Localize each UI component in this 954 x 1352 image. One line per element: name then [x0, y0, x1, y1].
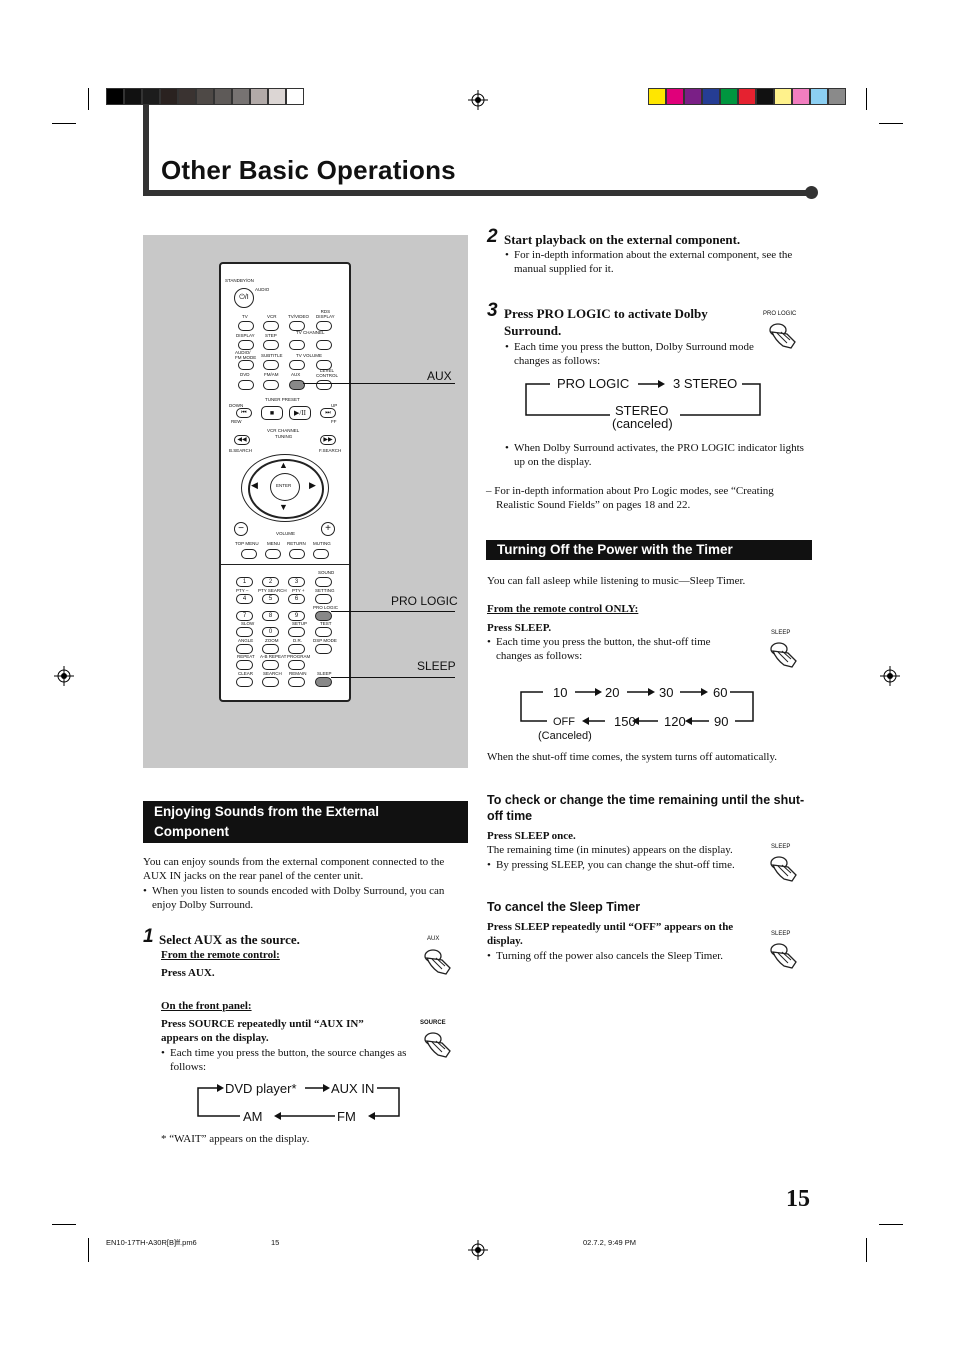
rewind-button: ◀◀: [234, 435, 250, 445]
press-sleep-text: Press SLEEP.: [487, 622, 552, 634]
color-calibration-bar-right: [648, 88, 846, 105]
intro-text: You can enjoy sounds from the external component connected to the AUX IN jacks on the rear panel of the center unit.: [143, 856, 445, 882]
number-5-button: 5: [262, 594, 279, 604]
remote-label: B.SEARCH: [229, 448, 253, 453]
remote-label: STEP: [265, 333, 277, 338]
section-title: Turning Off the Power with the Timer: [497, 542, 733, 557]
step3-bullet2: • When Dolby Surround activates, the PRO LOGIC indicator lights up on the display.: [505, 442, 804, 468]
color-swatch: [666, 88, 684, 105]
source-bullet: • Each time you press the button, the source changes as follows:: [161, 1046, 421, 1074]
color-swatch: [214, 88, 232, 105]
title-frame: [143, 104, 149, 196]
remote-label: LEVEL CONTROL: [316, 368, 339, 378]
number-2-button: 2: [262, 577, 279, 587]
remote-label: TOP MENU: [235, 541, 259, 546]
color-swatch: [738, 88, 756, 105]
color-swatch: [286, 88, 304, 105]
remote-label: REW: [231, 419, 242, 424]
callout-sleep: SLEEP: [417, 659, 456, 673]
step3-bullet: • Each time you press the button, Dolby Surround mode changes as follows:: [505, 341, 754, 367]
remote-label: MENU: [267, 541, 281, 546]
angle-button: [236, 644, 253, 654]
flow-off: OFF: [553, 716, 575, 728]
remote-label: SLOW: [241, 621, 255, 626]
intro-bullet: • When you listen to sounds encoded with Dolby Surround, you can enjoy Dolby Surround.: [143, 884, 468, 912]
source-bullet-text: Each time you press the button, the source changes as follows:: [170, 1047, 407, 1073]
muting-button: [313, 549, 329, 559]
remote-divider: [221, 564, 349, 565]
subtitle-button: [263, 360, 279, 370]
flow-30: 30: [659, 685, 674, 700]
volume-minus-button: −: [234, 522, 248, 536]
flow-dvd-player: DVD player*: [225, 1081, 297, 1096]
tv-channel-plus-button: [316, 340, 332, 350]
flow-stereo: STEREO: [615, 403, 669, 418]
press-source-text: Press SOURCE repeatedly until “AUX IN” appears on the display.: [161, 1018, 364, 1044]
setup-button: [288, 627, 305, 637]
pro-logic-button: [315, 611, 332, 621]
flow-20: 20: [605, 685, 620, 700]
from-remote-only-label: From the remote control ONLY:: [487, 603, 639, 615]
search-button: [262, 677, 279, 687]
step3-note: – For in-depth information about Pro Logic modes, see “Creating Realistic Sound Fields” on pages 18 and 22.: [486, 485, 774, 511]
step2-bullet: • For in-depth information about the external component, see the manual supplied for it.: [505, 248, 805, 276]
vcr-button: [263, 321, 279, 331]
flow-60: 60: [713, 685, 728, 700]
step-number: 3: [487, 300, 498, 321]
remain-button: [288, 677, 305, 687]
remote-label: SETUP: [292, 621, 308, 626]
sleep-button: [315, 677, 332, 687]
sleep-bullet-text: Each time you press the button, the shut-off time changes as follows:: [496, 636, 711, 662]
dsp-mode-button: [315, 644, 332, 654]
remote-label: REPEAT: [237, 654, 255, 659]
registration-mark-icon: [468, 90, 488, 110]
crop-mark: [88, 1238, 89, 1262]
color-swatch: [124, 88, 142, 105]
menu-button: [265, 549, 281, 559]
cancel-bullet-text: Turning off the power also cancels the Sleep Timer.: [496, 950, 724, 962]
remote-label: TV: [242, 314, 248, 319]
sleep-icon-label: SLEEP: [771, 931, 791, 937]
aux-button: [289, 380, 305, 390]
remote-label: TEST: [320, 621, 332, 626]
sound-button: [315, 577, 332, 587]
audio-fm-mode-button: [238, 360, 254, 370]
sleep-bullet: • Each time you press the button, the shut-off time changes as follows:: [487, 635, 737, 663]
check-text: The remaining time (in minutes) appears on the display.: [487, 844, 733, 856]
tv-channel-minus-button: [289, 340, 305, 350]
color-swatch: [810, 88, 828, 105]
remote-label: DVD: [240, 372, 250, 377]
callout-line-prologic: [331, 611, 455, 612]
remote-label: A-B REPEAT: [260, 654, 287, 659]
page-title: Other Basic Operations: [161, 155, 456, 185]
remote-label: VCR: [267, 314, 277, 319]
press-aux-text: Press AUX.: [161, 967, 215, 979]
flow-pro-logic: PRO LOGIC: [557, 376, 630, 391]
color-swatch: [196, 88, 214, 105]
remote-label: VCR CHANNEL: [267, 428, 300, 433]
remote-label: PTY –: [236, 588, 249, 593]
ab-repeat-button: [262, 660, 279, 670]
remote-label: SLEEP: [317, 671, 332, 676]
remote-label: F.SEARCH: [319, 448, 342, 453]
step3-bullet-text: Each time you press the button, Dolby Surround mode changes as follows:: [514, 341, 754, 367]
test-button: [315, 627, 332, 637]
remote-control-illustration: [219, 262, 351, 702]
color-swatch: [648, 88, 666, 105]
remote-label: MUTING: [313, 541, 331, 546]
remote-label: FM/AM: [264, 372, 279, 377]
remote-label: AUDIO: [255, 287, 270, 292]
footer-page: 15: [271, 1238, 280, 1247]
color-swatch: [828, 88, 846, 105]
section-title: Enjoying Sounds from the External Component: [154, 804, 380, 839]
remote-label: TV VOLUME: [296, 353, 323, 358]
zoom-button: [262, 644, 279, 654]
crop-mark: [879, 123, 903, 124]
hand-press-icon: [766, 851, 800, 885]
cancel-title: To cancel the Sleep Timer: [487, 900, 641, 914]
return-button: [289, 549, 305, 559]
remote-label: REMAIN: [289, 671, 307, 676]
step3-title: Press PRO LOGIC to activate Dolby Surround.: [504, 306, 708, 338]
number-1-button: 1: [236, 577, 253, 587]
skip-forward-button: ⏭: [320, 408, 336, 418]
crop-mark: [879, 1224, 903, 1225]
remote-label: RDS DISPLAY: [316, 309, 335, 319]
remote-label: TUNER PRESET: [265, 397, 300, 402]
sleep-icon-label: SLEEP: [771, 630, 791, 636]
remote-label: UP: [331, 403, 338, 408]
slow-button: [236, 627, 253, 637]
arrow-down-icon: ▼: [279, 502, 288, 512]
remote-label: ZOOM: [265, 638, 279, 643]
title-underline: [143, 190, 811, 196]
number-3-button: 3: [288, 577, 305, 587]
skip-back-button: ⏮: [236, 408, 252, 418]
step3-bullet2-text: When Dolby Surround activates, the PRO LOGIC indicator lights up on the display.: [514, 442, 804, 468]
remote-label: RETURN: [287, 541, 306, 546]
number-8-button: 8: [262, 611, 279, 621]
pro-logic-icon-label: PRO LOGIC: [763, 311, 797, 317]
cancel-bullet: • Turning off the power also cancels the Sleep Timer.: [487, 949, 767, 963]
color-swatch: [178, 88, 196, 105]
color-swatch: [232, 88, 250, 105]
play-pause-button: ▶/II: [289, 406, 311, 420]
number-7-button: 7: [236, 611, 253, 621]
color-swatch: [792, 88, 810, 105]
remote-label: ANGLE: [238, 638, 254, 643]
footnote: * “WAIT” appears on the display.: [161, 1133, 310, 1145]
remote-label: DSP MODE: [313, 638, 337, 643]
remote-label: AUDIO/ FM MODE: [235, 350, 257, 360]
timer-intro: You can fall asleep while listening to music—Sleep Timer.: [487, 575, 746, 587]
remote-label: DISPLAY: [236, 333, 255, 338]
level-control-button: [316, 380, 332, 390]
color-swatch: [702, 88, 720, 105]
tv-volume-minus-button: [289, 360, 305, 370]
flow-3-stereo: 3 STEREO: [673, 376, 738, 391]
color-swatch: [106, 88, 124, 105]
tv-button: [238, 321, 254, 331]
color-swatch: [774, 88, 792, 105]
remote-label: FF: [331, 419, 337, 424]
hand-press-icon: [765, 318, 799, 352]
step2-bullet-text: For in-depth information about the external component, see the manual supplied for it.: [514, 249, 793, 275]
crop-mark: [52, 1224, 76, 1225]
flow-fm: FM: [337, 1109, 356, 1124]
hand-press-icon: [766, 938, 800, 972]
hand-press-icon: [766, 637, 800, 671]
color-swatch: [720, 88, 738, 105]
aux-icon-label: AUX: [427, 936, 440, 942]
flow-canceled: (Canceled): [538, 730, 592, 742]
flow-canceled: (canceled): [612, 416, 673, 431]
hand-press-icon: [420, 1027, 454, 1061]
remote-label: TV/VIDEO: [288, 314, 310, 319]
remote-label: TUNING: [275, 434, 293, 439]
dvd-button: [238, 380, 254, 390]
source-icon-label: SOURCE: [420, 1020, 446, 1026]
title-dot: [805, 186, 818, 199]
arrow-up-icon: ▲: [279, 460, 288, 470]
number-4-button: 4: [236, 594, 253, 604]
crop-mark: [866, 1238, 867, 1262]
callout-pro-logic: PRO LOGIC: [391, 594, 458, 608]
color-swatch: [250, 88, 268, 105]
hand-press-icon: [420, 944, 454, 978]
registration-mark-icon: [54, 666, 74, 686]
top-menu-button: [241, 549, 257, 559]
color-calibration-bar-left: [106, 88, 304, 105]
arrow-right-icon: ▶: [309, 480, 316, 490]
press-sleep-once: Press SLEEP once.: [487, 830, 576, 842]
step-button: [263, 340, 279, 350]
number-0-button: 0: [262, 627, 279, 637]
remote-label: PTY +: [292, 588, 305, 593]
clear-button: [236, 677, 253, 687]
dr-button: [288, 644, 305, 654]
fm-am-button: [263, 380, 279, 390]
callout-line-sleep: [331, 677, 455, 678]
stop-button: ■: [261, 406, 283, 420]
remote-label: D.R.: [293, 638, 302, 643]
remote-label: ENTER: [276, 483, 292, 488]
setting-button: [315, 594, 332, 604]
crop-mark: [88, 88, 89, 110]
program-button: [288, 660, 305, 670]
remote-label: TV CHANNEL: [296, 330, 325, 335]
remote-label: SETTING: [315, 588, 335, 593]
check-title: To check or change the time remaining until the shut-off time: [487, 793, 805, 823]
flow-aux-in: AUX IN: [331, 1081, 375, 1096]
volume-plus-button: +: [321, 522, 335, 536]
flow-120: 120: [664, 714, 686, 729]
check-bullet: • By pressing SLEEP, you can change the shut-off time.: [487, 858, 767, 872]
remote-label: VOLUME: [276, 531, 296, 536]
flow-90: 90: [714, 714, 729, 729]
page-number: 15: [786, 1186, 810, 1212]
section-header-external: [143, 801, 468, 843]
from-remote-label: From the remote control:: [161, 949, 280, 961]
registration-mark-icon: [880, 666, 900, 686]
remote-label: SOUND: [318, 570, 335, 575]
color-swatch: [142, 88, 160, 105]
crop-mark: [866, 88, 867, 110]
footer-date: 02.7.2, 9:49 PM: [583, 1238, 636, 1247]
step1-title: Select AUX as the source.: [159, 932, 300, 947]
remote-label: PTY SEARCH: [258, 588, 287, 593]
remote-label: CLEAR: [238, 671, 254, 676]
step-number: 1: [143, 926, 154, 947]
color-swatch: [268, 88, 286, 105]
flow-10: 10: [553, 685, 568, 700]
on-front-panel-label: On the front panel:: [161, 1000, 252, 1012]
color-swatch: [684, 88, 702, 105]
callout-line-aux: [303, 383, 455, 384]
sleep-icon-label: SLEEP: [771, 844, 791, 850]
number-6-button: 6: [288, 594, 305, 604]
flow-am: AM: [243, 1109, 263, 1124]
remote-label: PRO LOGIC: [313, 605, 339, 610]
remote-label: AUX: [291, 372, 301, 377]
repeat-button: [236, 660, 253, 670]
registration-mark-icon: [468, 1240, 488, 1260]
remote-label: SEARCH: [263, 671, 282, 676]
flow-150: 150: [614, 714, 636, 729]
section-header-timer: [486, 540, 812, 560]
step-number: 2: [487, 226, 498, 247]
intro-bullet-text: When you listen to sounds encoded with Dolby Surround, you can enjoy Dolby Surround.: [152, 885, 445, 911]
fast-forward-button: ▶▶: [320, 435, 336, 445]
shutoff-note: When the shut-off time comes, the system turns off automatically.: [487, 751, 778, 763]
crop-mark: [52, 123, 76, 124]
callout-aux: AUX: [427, 369, 452, 383]
arrow-left-icon: ◀: [251, 480, 258, 490]
remote-label: SUBTITLE: [261, 353, 283, 358]
remote-label: STANDBY/ON: [225, 278, 254, 283]
remote-panel: [143, 235, 468, 768]
number-9-button: 9: [288, 611, 305, 621]
step2-title: Start playback on the external component.: [504, 232, 741, 247]
cancel-text: Press SLEEP repeatedly until “OFF” appears on the display.: [487, 921, 734, 947]
remote-label: DOWN: [229, 403, 244, 408]
check-bullet-text: By pressing SLEEP, you can change the shut-off time.: [496, 859, 735, 871]
color-swatch: [160, 88, 178, 105]
footer-file: EN10-17TH-A30R[B]ff.pm6: [106, 1238, 197, 1247]
remote-label: PROGRAM: [287, 654, 311, 659]
power-button: ⏻/I: [234, 288, 254, 308]
color-swatch: [756, 88, 774, 105]
display-button: [238, 340, 254, 350]
